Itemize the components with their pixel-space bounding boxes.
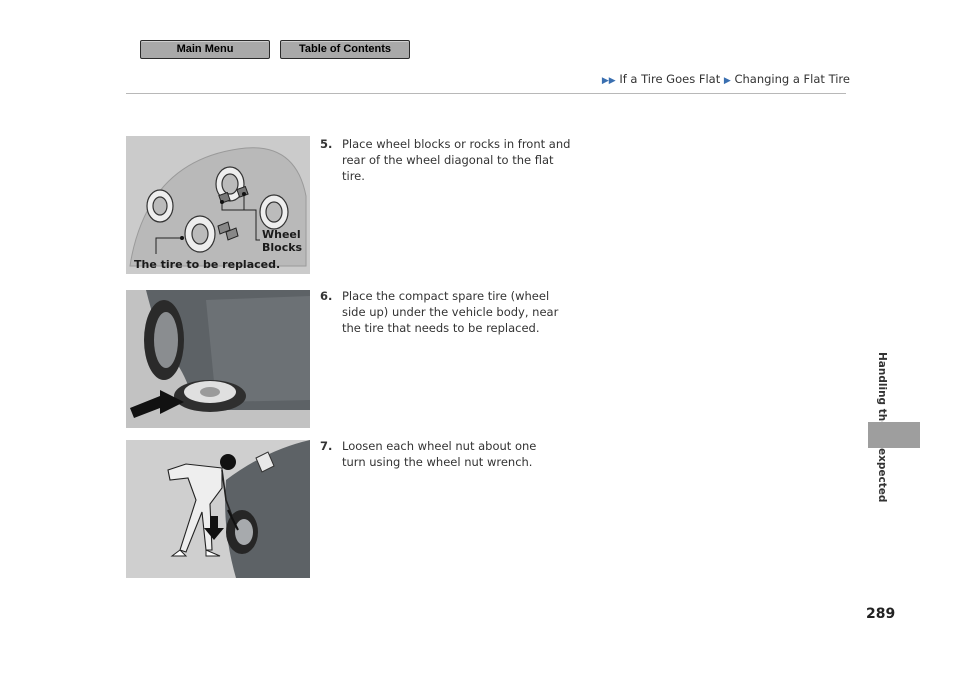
spare-tire-drawing — [126, 290, 310, 428]
breadcrumb-level2[interactable]: Changing a Flat Tire — [734, 72, 850, 86]
wheel-blocks-illustration — [126, 136, 310, 274]
step-number: 5. — [320, 137, 333, 151]
breadcrumb-separator-icon: ▶ — [723, 76, 731, 86]
tire-flat-front-left — [185, 216, 215, 252]
spare-tire-placement-illustration — [126, 290, 310, 428]
step-text: Loosen each wheel nut about one turn using the wheel nut wrench. — [342, 439, 537, 469]
header-divider — [126, 93, 846, 94]
breadcrumb — [602, 72, 850, 86]
wheel-blocks-label-line2: Blocks — [262, 241, 303, 254]
section-tab-marker — [868, 422, 920, 448]
step-6 — [320, 288, 560, 336]
step-number: 6. — [320, 289, 333, 303]
tire-rear-left — [147, 190, 173, 222]
wheel-blocks-label-line1: Wheel — [262, 228, 301, 241]
step-text: Place wheel blocks or rocks in front and rear of the wheel diagonal to the flat tire. — [342, 137, 571, 183]
breadcrumb-arrow-icon: ▶▶ — [601, 76, 616, 86]
loosen-wheel-nut-illustration — [126, 440, 310, 578]
tire-front-right — [260, 195, 288, 229]
step-5 — [320, 136, 580, 184]
step-text: Place the compact spare tire (wheel side up) under the vehicle body, near the tire that needs to be replaced. — [342, 289, 559, 335]
breadcrumb-level1[interactable]: If a Tire Goes Flat — [619, 72, 721, 86]
tire-to-replace-label: The tire to be replaced. — [134, 258, 281, 271]
step-7 — [320, 438, 560, 470]
page-number: 289 — [866, 606, 896, 622]
main-menu-button[interactable]: Main Menu — [140, 40, 270, 59]
table-of-contents-button[interactable]: Table of Contents — [280, 40, 410, 59]
step-number: 7. — [320, 439, 333, 453]
person-with-wrench-drawing — [126, 440, 310, 578]
